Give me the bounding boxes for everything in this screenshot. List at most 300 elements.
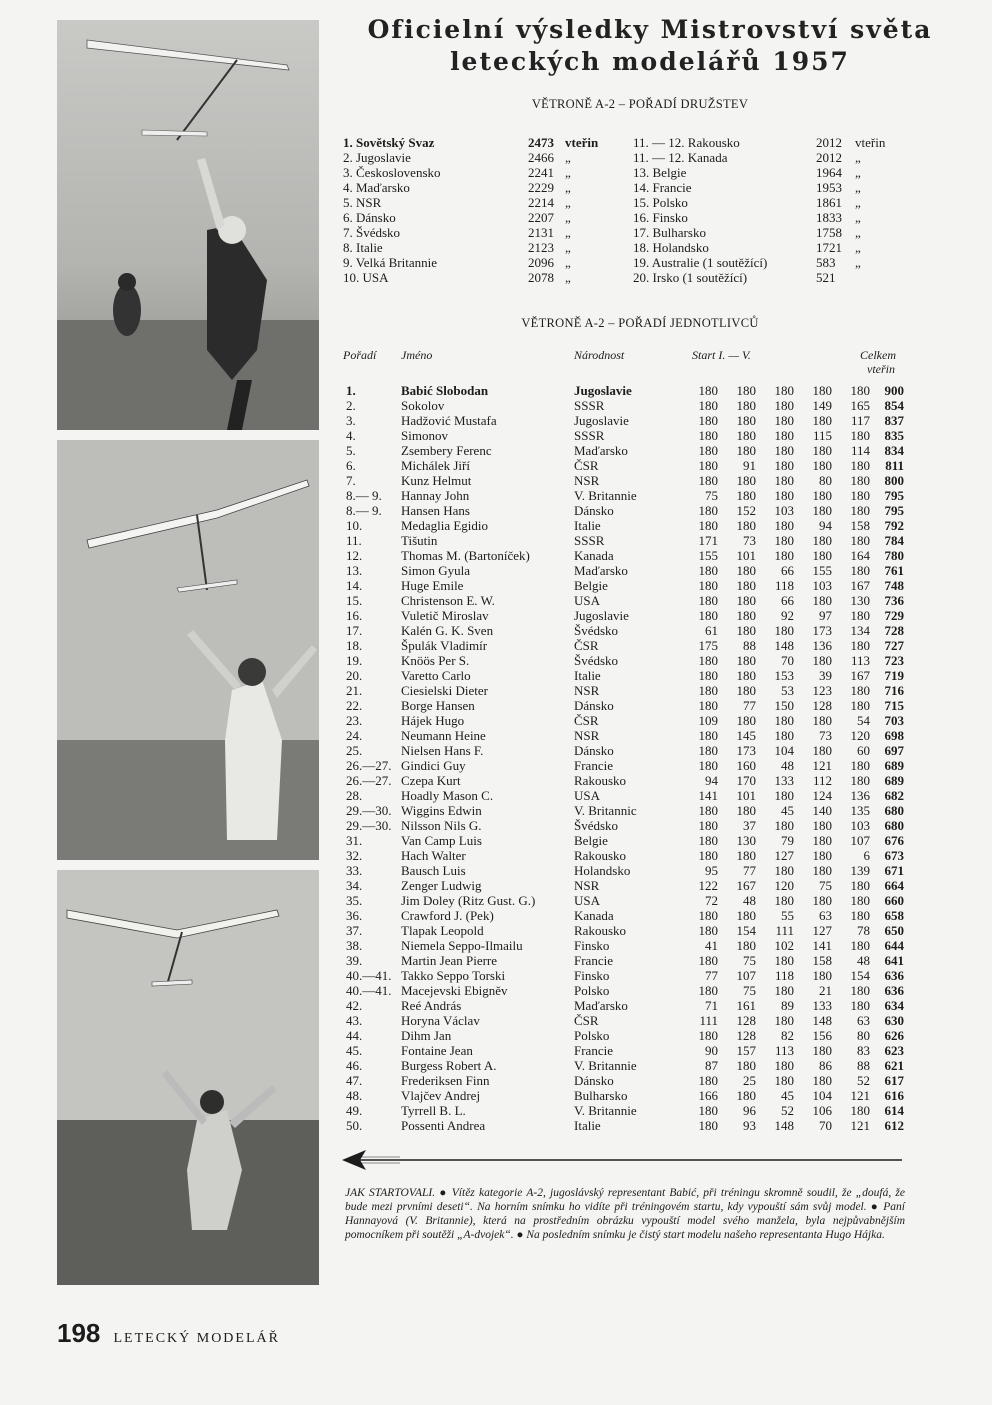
start-cell: 157 — [736, 1043, 756, 1058]
name-cell: Jim Doley (Ritz Gust. G.) — [401, 893, 536, 908]
total-cell: 727 — [884, 638, 904, 653]
start-cell: 180 — [812, 743, 832, 758]
start-cell: 180 — [736, 608, 756, 623]
start-cell: 170 — [736, 773, 756, 788]
name-cell: Christenson E. W. — [401, 593, 495, 608]
start-cell: 180 — [736, 398, 756, 413]
rank-cell: 48. — [346, 1088, 363, 1103]
start-cell: 149 — [812, 398, 832, 413]
title-line-2: leteckých modelářů 1957 — [450, 47, 850, 76]
name-cell: Špulák Vladimír — [401, 638, 488, 653]
rank-cell: 17. — [346, 623, 363, 638]
total-cell: 621 — [884, 1058, 904, 1073]
start-cell: 87 — [705, 1058, 718, 1073]
start-cell: 139 — [850, 863, 870, 878]
start-cell: 180 — [698, 1073, 718, 1088]
nation-cell: Jugoslavie — [574, 413, 629, 428]
start-cell: 133 — [812, 998, 832, 1013]
start-cell: 180 — [774, 443, 794, 458]
start-cell: 161 — [736, 998, 756, 1013]
team-unit: „ — [565, 165, 571, 180]
start-cell: 164 — [850, 548, 870, 563]
table-row — [0, 818, 992, 833]
table-row — [0, 1058, 992, 1073]
team-name: 1. Sovětský Svaz — [343, 135, 435, 150]
table-row — [0, 533, 992, 548]
start-cell: 54 — [857, 713, 870, 728]
rank-cell: 42. — [346, 998, 363, 1013]
nation-cell: Polsko — [574, 983, 610, 998]
table-row — [0, 443, 992, 458]
start-cell: 180 — [698, 413, 718, 428]
rank-cell: 40.—41. — [346, 983, 392, 998]
start-cell: 180 — [850, 908, 870, 923]
team-name: 7. Švédsko — [343, 225, 401, 240]
rank-cell: 46. — [346, 1058, 363, 1073]
start-cell: 79 — [781, 833, 794, 848]
start-cell: 180 — [736, 518, 756, 533]
nation-cell: NSR — [574, 728, 600, 743]
start-cell: 86 — [819, 1058, 832, 1073]
table-row — [0, 833, 992, 848]
nation-cell: SSSR — [574, 533, 605, 548]
team-seconds: 1721 — [816, 240, 842, 255]
start-cell: 180 — [850, 473, 870, 488]
nation-cell: SSSR — [574, 428, 605, 443]
team-row — [343, 210, 623, 225]
table-row — [0, 383, 992, 398]
start-cell: 180 — [736, 803, 756, 818]
team-seconds: 1861 — [816, 195, 842, 210]
name-cell: Borge Hansen — [401, 698, 475, 713]
team-seconds: 2012 — [816, 135, 842, 150]
rank-cell: 8.— 9. — [346, 503, 382, 518]
team-seconds: 2096 — [528, 255, 554, 270]
start-cell: 180 — [774, 1073, 794, 1088]
start-cell: 77 — [743, 863, 756, 878]
team-row — [633, 270, 908, 285]
start-cell: 96 — [743, 1103, 756, 1118]
start-cell: 158 — [812, 953, 832, 968]
rank-cell: 29.—30. — [346, 803, 392, 818]
rank-cell: 35. — [346, 893, 363, 908]
start-cell: 93 — [743, 1118, 756, 1133]
start-cell: 180 — [698, 503, 718, 518]
name-cell: Fontaine Jean — [401, 1043, 473, 1058]
start-cell: 114 — [850, 443, 870, 458]
team-row — [633, 135, 908, 150]
total-cell: 811 — [885, 458, 904, 473]
start-cell: 118 — [774, 578, 794, 593]
total-cell: 800 — [884, 473, 904, 488]
nation-cell: ČSR — [574, 638, 599, 653]
start-cell: 94 — [705, 773, 718, 788]
start-cell: 73 — [819, 728, 832, 743]
start-cell: 128 — [736, 1013, 756, 1028]
start-cell: 180 — [850, 983, 870, 998]
individuals-table — [0, 383, 992, 1135]
name-cell: Hansen Hans — [401, 503, 470, 518]
nation-cell: Holandsko — [574, 863, 631, 878]
name-cell: Dihm Jan — [401, 1028, 452, 1043]
team-unit: „ — [565, 150, 571, 165]
magazine-name: LETECKÝ MODELÁŘ — [113, 1331, 280, 1346]
start-cell: 180 — [774, 728, 794, 743]
team-unit: „ — [855, 225, 861, 240]
rank-cell: 10. — [346, 518, 363, 533]
nation-cell: NSR — [574, 473, 600, 488]
start-cell: 92 — [781, 608, 794, 623]
name-cell: Hadžović Mustafa — [401, 413, 497, 428]
team-unit: „ — [855, 255, 861, 270]
start-cell: 130 — [736, 833, 756, 848]
start-cell: 180 — [698, 608, 718, 623]
name-cell: Tlapak Leopold — [401, 923, 484, 938]
start-cell: 180 — [698, 593, 718, 608]
total-cell: 698 — [884, 728, 904, 743]
team-row — [343, 180, 623, 195]
team-row — [633, 210, 908, 225]
start-cell: 180 — [812, 1043, 832, 1058]
start-cell: 106 — [812, 1103, 832, 1118]
start-cell: 53 — [781, 683, 794, 698]
nation-cell: Italie — [574, 1118, 601, 1133]
start-cell: 141 — [812, 938, 832, 953]
start-cell: 180 — [812, 863, 832, 878]
start-cell: 180 — [850, 563, 870, 578]
team-unit: „ — [565, 270, 571, 285]
start-cell: 180 — [850, 1103, 870, 1118]
team-row — [343, 255, 623, 270]
nation-cell: Kanada — [574, 548, 614, 563]
start-cell: 158 — [850, 518, 870, 533]
start-cell: 180 — [774, 1013, 794, 1028]
start-cell: 152 — [736, 503, 756, 518]
team-seconds: 2207 — [528, 210, 554, 225]
start-cell: 180 — [850, 998, 870, 1013]
start-cell: 107 — [850, 833, 870, 848]
total-cell: 641 — [884, 953, 904, 968]
team-row — [343, 195, 623, 210]
nation-cell: Dánsko — [574, 1073, 614, 1088]
team-seconds: 2214 — [528, 195, 554, 210]
nation-cell: Dánsko — [574, 743, 614, 758]
start-cell: 122 — [698, 878, 718, 893]
name-cell: Hoadly Mason C. — [401, 788, 494, 803]
total-cell: 900 — [884, 383, 904, 398]
team-name: 2. Jugoslavie — [343, 150, 411, 165]
nation-cell: Finsko — [574, 938, 610, 953]
team-seconds: 2466 — [528, 150, 554, 165]
start-cell: 180 — [698, 1118, 718, 1133]
name-cell: Neumann Heine — [401, 728, 486, 743]
nation-cell: USA — [574, 893, 601, 908]
name-cell: Czepa Kurt — [401, 773, 461, 788]
start-cell: 75 — [743, 983, 756, 998]
team-row — [633, 180, 908, 195]
team-unit: „ — [855, 240, 861, 255]
total-cell: 644 — [884, 938, 904, 953]
total-cell: 689 — [884, 758, 904, 773]
team-unit: „ — [565, 240, 571, 255]
team-name: 3. Československo — [343, 165, 441, 180]
start-cell: 155 — [698, 548, 718, 563]
start-cell: 148 — [774, 1118, 794, 1133]
team-unit: „ — [565, 210, 571, 225]
team-seconds: 2078 — [528, 270, 554, 285]
team-unit: „ — [855, 150, 861, 165]
team-name: 9. Velká Britannie — [343, 255, 437, 270]
team-seconds: 2123 — [528, 240, 554, 255]
team-seconds: 2241 — [528, 165, 554, 180]
table-row — [0, 923, 992, 938]
start-cell: 101 — [736, 788, 756, 803]
start-cell: 90 — [705, 1043, 718, 1058]
start-cell: 180 — [812, 443, 832, 458]
name-cell: Gindici Guy — [401, 758, 466, 773]
start-cell: 180 — [850, 698, 870, 713]
start-cell: 180 — [698, 803, 718, 818]
table-row — [0, 1013, 992, 1028]
start-cell: 180 — [850, 773, 870, 788]
nation-cell: Francie — [574, 953, 613, 968]
start-cell: 180 — [698, 743, 718, 758]
nation-cell: Rakousko — [574, 773, 626, 788]
total-cell: 719 — [884, 668, 904, 683]
nation-cell: V. Britannic — [574, 803, 637, 818]
total-cell: 795 — [884, 503, 904, 518]
start-cell: 180 — [774, 413, 794, 428]
nation-cell: ČSR — [574, 713, 599, 728]
table-row — [0, 1118, 992, 1133]
total-cell: 748 — [884, 578, 904, 593]
nation-cell: Finsko — [574, 968, 610, 983]
start-cell: 180 — [698, 578, 718, 593]
start-cell: 180 — [698, 908, 718, 923]
team-name: 16. Finsko — [633, 210, 688, 225]
name-cell: Zsembery Ferenc — [401, 443, 492, 458]
team-row — [343, 150, 623, 165]
start-cell: 141 — [698, 788, 718, 803]
team-unit: „ — [855, 180, 861, 195]
name-cell: Van Camp Luis — [401, 833, 482, 848]
start-cell: 180 — [698, 818, 718, 833]
start-cell: 180 — [774, 548, 794, 563]
table-row — [0, 743, 992, 758]
team-seconds: 2473 — [528, 135, 554, 150]
total-cell: 780 — [884, 548, 904, 563]
start-cell: 25 — [743, 1073, 756, 1088]
start-cell: 39 — [819, 668, 832, 683]
start-cell: 66 — [781, 563, 794, 578]
rank-cell: 23. — [346, 713, 363, 728]
name-cell: Huge Emile — [401, 578, 464, 593]
nation-cell: Francie — [574, 1043, 613, 1058]
team-row — [633, 255, 908, 270]
start-cell: 180 — [850, 878, 870, 893]
start-cell: 70 — [781, 653, 794, 668]
total-cell: 729 — [884, 608, 904, 623]
name-cell: Sokolov — [401, 398, 445, 413]
rank-cell: 18. — [346, 638, 363, 653]
start-cell: 121 — [850, 1088, 870, 1103]
start-cell: 180 — [698, 848, 718, 863]
rank-cell: 31. — [346, 833, 363, 848]
start-cell: 180 — [736, 443, 756, 458]
total-cell: 680 — [884, 803, 904, 818]
nation-cell: V. Britannie — [574, 488, 637, 503]
rank-cell: 15. — [346, 593, 363, 608]
nation-cell: NSR — [574, 878, 600, 893]
col-starts-header: Start I. — V. — [692, 348, 751, 362]
table-row — [0, 938, 992, 953]
start-cell: 70 — [819, 1118, 832, 1133]
start-cell: 180 — [698, 398, 718, 413]
total-cell: 673 — [884, 848, 904, 863]
team-unit: „ — [855, 165, 861, 180]
table-row — [0, 683, 992, 698]
total-cell: 634 — [884, 998, 904, 1013]
start-cell: 155 — [812, 563, 832, 578]
team-name: 6. Dánsko — [343, 210, 396, 225]
start-cell: 154 — [736, 923, 756, 938]
start-cell: 175 — [698, 638, 718, 653]
team-seconds: 1964 — [816, 165, 842, 180]
start-cell: 88 — [857, 1058, 870, 1073]
start-cell: 113 — [774, 1043, 794, 1058]
nation-cell: NSR — [574, 683, 600, 698]
table-row — [0, 473, 992, 488]
start-cell: 180 — [812, 383, 832, 398]
teams-heading: VĚTRONĚ A-2 – POŘADÍ DRUŽSTEV — [531, 97, 749, 111]
name-cell: Ciesielski Dieter — [401, 683, 489, 698]
nation-cell: Maďarsko — [574, 563, 628, 578]
table-row — [0, 863, 992, 878]
start-cell: 153 — [774, 668, 794, 683]
total-cell: 697 — [884, 743, 904, 758]
team-row — [343, 165, 623, 180]
start-cell: 128 — [736, 1028, 756, 1043]
rank-cell: 4. — [346, 428, 356, 443]
total-cell: 736 — [884, 593, 904, 608]
team-name: 11. — 12. Rakousko — [633, 135, 740, 150]
start-cell: 133 — [774, 773, 794, 788]
start-cell: 136 — [850, 788, 870, 803]
start-cell: 180 — [698, 1103, 718, 1118]
total-cell: 723 — [884, 653, 904, 668]
start-cell: 167 — [850, 668, 870, 683]
team-row — [343, 240, 623, 255]
start-cell: 78 — [857, 923, 870, 938]
start-cell: 45 — [781, 1088, 794, 1103]
rank-cell: 33. — [346, 863, 363, 878]
nation-cell: Francie — [574, 758, 613, 773]
table-row — [0, 638, 992, 653]
divider-arrow — [340, 1148, 905, 1172]
start-cell: 180 — [736, 1088, 756, 1103]
team-name: 18. Holandsko — [633, 240, 709, 255]
nation-cell: Italie — [574, 518, 601, 533]
total-cell: 784 — [884, 533, 904, 548]
start-cell: 180 — [774, 713, 794, 728]
rank-cell: 37. — [346, 923, 363, 938]
start-cell: 180 — [736, 683, 756, 698]
nation-cell: Maďarsko — [574, 998, 628, 1013]
start-cell: 77 — [743, 698, 756, 713]
start-cell: 180 — [774, 533, 794, 548]
start-cell: 180 — [698, 953, 718, 968]
table-row — [0, 1043, 992, 1058]
start-cell: 180 — [736, 653, 756, 668]
total-cell: 660 — [884, 893, 904, 908]
start-cell: 118 — [774, 968, 794, 983]
start-cell: 180 — [850, 488, 870, 503]
name-cell: Varetto Carlo — [401, 668, 471, 683]
start-cell: 127 — [774, 848, 794, 863]
start-cell: 180 — [812, 968, 832, 983]
start-cell: 180 — [736, 488, 756, 503]
total-cell: 728 — [884, 623, 904, 638]
start-cell: 180 — [698, 563, 718, 578]
start-cell: 180 — [698, 683, 718, 698]
total-cell: 761 — [884, 563, 904, 578]
start-cell: 180 — [812, 533, 832, 548]
name-cell: Horyna Václav — [401, 1013, 480, 1028]
table-row — [0, 458, 992, 473]
team-unit: vteřin — [565, 135, 599, 150]
nation-cell: Rakousko — [574, 923, 626, 938]
start-cell: 71 — [705, 998, 718, 1013]
table-row — [0, 893, 992, 908]
total-cell: 689 — [884, 773, 904, 788]
start-cell: 180 — [736, 938, 756, 953]
nation-cell: USA — [574, 788, 601, 803]
start-cell: 180 — [698, 758, 718, 773]
start-cell: 180 — [774, 518, 794, 533]
start-cell: 180 — [774, 383, 794, 398]
name-cell: Babić Slobodan — [401, 383, 489, 398]
start-cell: 112 — [812, 773, 832, 788]
start-cell: 55 — [781, 908, 794, 923]
name-cell: Zenger Ludwig — [401, 878, 482, 893]
team-unit: „ — [855, 210, 861, 225]
table-row — [0, 518, 992, 533]
name-cell: Tyrrell B. L. — [401, 1103, 466, 1118]
rank-cell: 5. — [346, 443, 356, 458]
table-row — [0, 593, 992, 608]
start-cell: 102 — [774, 938, 794, 953]
team-seconds: 1833 — [816, 210, 842, 225]
name-cell: Hach Walter — [401, 848, 466, 863]
total-cell: 630 — [884, 1013, 904, 1028]
start-cell: 109 — [698, 713, 718, 728]
start-cell: 173 — [812, 623, 832, 638]
rank-cell: 22. — [346, 698, 363, 713]
start-cell: 180 — [698, 833, 718, 848]
start-cell: 180 — [774, 983, 794, 998]
start-cell: 180 — [850, 608, 870, 623]
total-cell: 612 — [884, 1118, 904, 1133]
nation-cell: USA — [574, 593, 601, 608]
start-cell: 180 — [698, 473, 718, 488]
name-cell: Hájek Hugo — [401, 713, 465, 728]
total-cell: 614 — [884, 1103, 904, 1118]
table-row — [0, 953, 992, 968]
total-cell: 617 — [884, 1073, 904, 1088]
start-cell: 180 — [774, 623, 794, 638]
start-cell: 104 — [774, 743, 794, 758]
start-cell: 89 — [781, 998, 794, 1013]
